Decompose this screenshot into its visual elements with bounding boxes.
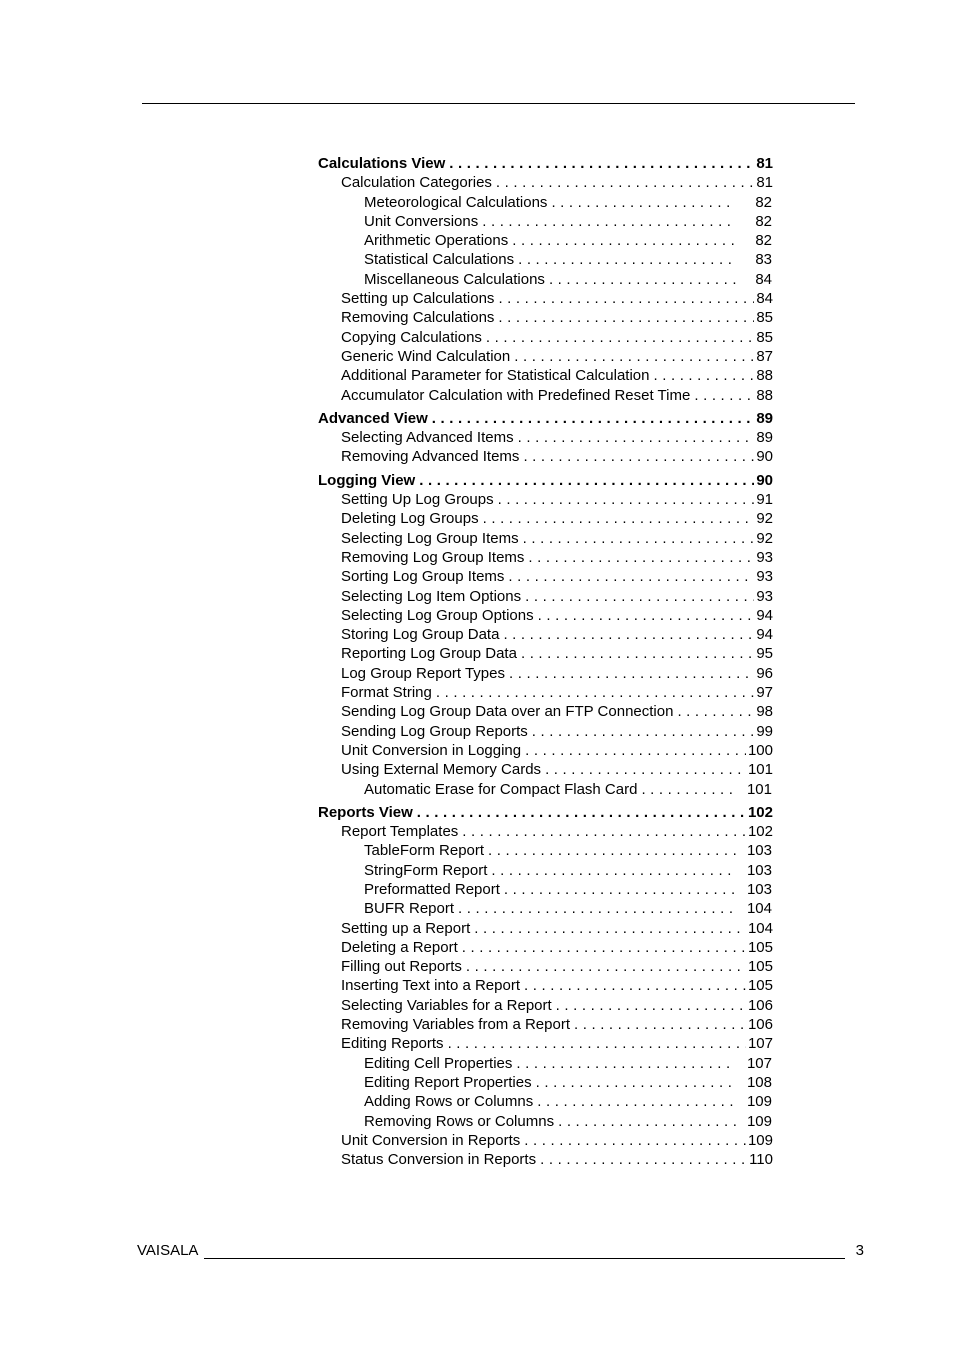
toc-entry-title: Automatic Erase for Compact Flash Card bbox=[364, 780, 638, 798]
toc-entry-title: Using External Memory Cards bbox=[341, 761, 542, 779]
toc-entry-title: Copying Calculations bbox=[341, 328, 482, 346]
toc-entry-page: 95 bbox=[756, 645, 773, 663]
toc-entry-title: Selecting Log Group Items bbox=[341, 529, 519, 547]
toc-entry-page: 98 bbox=[756, 703, 773, 721]
toc-entry-page: 88 bbox=[756, 386, 773, 404]
toc-entry-title: Logging View bbox=[318, 471, 416, 489]
toc-entry-title: Deleting Log Groups bbox=[341, 510, 479, 528]
dot-leader bbox=[503, 625, 754, 644]
toc-entry-title: Accumulator Calculation with Predefined Reset Time bbox=[341, 386, 691, 404]
toc-entry-page: 85 bbox=[756, 328, 773, 346]
dot-leader bbox=[496, 173, 754, 192]
dot-leader bbox=[556, 996, 746, 1015]
toc-entry-title: Unit Conversions bbox=[364, 212, 479, 230]
toc-entry-title: Unit Conversion in Logging bbox=[341, 741, 522, 759]
toc-entry-title: Arithmetic Operations bbox=[364, 232, 509, 250]
toc-entry-page: 93 bbox=[756, 548, 773, 566]
toc-subentry[interactable] bbox=[318, 366, 773, 385]
toc-entry-page: 94 bbox=[756, 606, 773, 624]
toc-section bbox=[318, 154, 773, 405]
toc-entry-title: Editing Report Properties bbox=[364, 1073, 532, 1091]
toc-section bbox=[318, 471, 773, 799]
toc-subentry[interactable] bbox=[318, 1015, 773, 1034]
toc-heading[interactable] bbox=[318, 409, 773, 428]
dot-leader bbox=[474, 919, 746, 938]
toc-heading[interactable] bbox=[318, 471, 773, 490]
toc-subentry[interactable] bbox=[318, 1034, 773, 1053]
toc-subsubentry[interactable] bbox=[318, 880, 773, 899]
toc-entry-title: Sending Log Group Reports bbox=[341, 722, 528, 740]
toc-entry-title: Selecting Log Item Options bbox=[341, 587, 522, 605]
toc-entry-page: 104 bbox=[747, 919, 773, 937]
toc-section bbox=[318, 409, 773, 467]
dot-leader bbox=[540, 1150, 747, 1169]
toc-subentry[interactable] bbox=[318, 957, 773, 976]
toc-subentry[interactable] bbox=[318, 938, 773, 957]
dot-leader bbox=[462, 938, 746, 957]
toc-entry-page: 83 bbox=[755, 251, 772, 269]
toc-subentry[interactable] bbox=[318, 702, 773, 721]
toc-entry-page: 82 bbox=[755, 232, 772, 250]
toc-entry-page: 106 bbox=[747, 1016, 773, 1034]
dot-leader bbox=[498, 490, 755, 509]
toc-entry-page: 81 bbox=[756, 174, 773, 192]
toc-subsubentry[interactable] bbox=[318, 250, 773, 269]
toc-entry-title: Sorting Log Group Items bbox=[341, 568, 505, 586]
dot-leader bbox=[498, 308, 754, 327]
toc-entry-title: Editing Reports bbox=[341, 1035, 444, 1053]
dot-leader bbox=[536, 1073, 736, 1092]
toc-entry-title: Selecting Advanced Items bbox=[341, 429, 514, 447]
dot-leader bbox=[516, 1054, 736, 1073]
toc-entry-title: Deleting a Report bbox=[341, 938, 458, 956]
toc-entry-page: 93 bbox=[756, 587, 773, 605]
toc-entry-page: 103 bbox=[746, 842, 772, 860]
dot-leader bbox=[436, 683, 754, 702]
toc-entry-title: Reports View bbox=[318, 803, 413, 821]
toc-entry-title: Statistical Calculations bbox=[364, 251, 515, 269]
toc-entry-page: 82 bbox=[755, 193, 772, 211]
page-number: 3 bbox=[855, 1242, 864, 1259]
toc-entry-title: Reporting Log Group Data bbox=[341, 645, 517, 663]
dot-leader bbox=[653, 366, 754, 385]
toc-entry-page: 101 bbox=[746, 780, 772, 798]
toc-entry-page: 102 bbox=[747, 803, 773, 821]
toc-entry-page: 94 bbox=[756, 626, 773, 644]
toc-subsubentry[interactable] bbox=[318, 861, 773, 880]
toc-subsubentry[interactable] bbox=[318, 899, 773, 918]
toc-entry-page: 106 bbox=[747, 996, 773, 1014]
toc-entry-page: 82 bbox=[755, 212, 772, 230]
dot-leader bbox=[521, 644, 754, 663]
toc-subsubentry[interactable] bbox=[318, 1054, 773, 1073]
toc-subsubentry[interactable] bbox=[318, 193, 773, 212]
dot-leader bbox=[524, 1131, 746, 1150]
toc-entry-page: 93 bbox=[756, 568, 773, 586]
toc-entry-page: 99 bbox=[756, 722, 773, 740]
dot-leader bbox=[523, 447, 754, 466]
toc-entry-title: Generic Wind Calculation bbox=[341, 347, 511, 365]
dot-leader bbox=[462, 822, 746, 841]
toc-entry-page: 103 bbox=[746, 861, 772, 879]
toc-entry-page: 109 bbox=[746, 1112, 772, 1130]
dot-leader bbox=[482, 212, 736, 231]
toc-subentry[interactable] bbox=[318, 741, 773, 760]
toc-entry-page: 104 bbox=[746, 900, 772, 918]
toc-entry-page: 105 bbox=[747, 958, 773, 976]
toc-entry-title: BUFR Report bbox=[364, 900, 455, 918]
toc-subsubentry[interactable] bbox=[318, 212, 773, 231]
toc-entry-page: 105 bbox=[747, 938, 773, 956]
toc-subsubentry[interactable] bbox=[318, 1092, 773, 1111]
toc-subentry[interactable] bbox=[318, 996, 773, 1015]
dot-leader bbox=[694, 386, 754, 405]
toc-entry-title: Miscellaneous Calculations bbox=[364, 270, 545, 288]
dot-leader bbox=[491, 861, 736, 880]
toc-entry-title: Removing Advanced Items bbox=[341, 448, 520, 466]
dot-leader bbox=[417, 803, 746, 822]
dot-leader bbox=[537, 1092, 736, 1111]
toc-subentry[interactable] bbox=[318, 587, 773, 606]
toc-entry-page: 84 bbox=[756, 290, 773, 308]
footer-rule bbox=[204, 1258, 845, 1259]
toc-subsubentry[interactable] bbox=[318, 231, 773, 250]
header-rule bbox=[142, 103, 855, 104]
toc-subentry[interactable] bbox=[318, 529, 773, 548]
dot-leader bbox=[538, 606, 755, 625]
toc-entry-page: 91 bbox=[756, 491, 773, 509]
toc-heading[interactable] bbox=[318, 803, 773, 822]
dot-leader bbox=[514, 347, 754, 366]
table-of-contents bbox=[318, 154, 773, 1173]
dot-leader bbox=[525, 741, 746, 760]
dot-leader bbox=[558, 1112, 736, 1131]
dot-leader bbox=[518, 250, 736, 269]
toc-entry-title: Additional Parameter for Statistical Calculation bbox=[341, 367, 650, 385]
dot-leader bbox=[641, 780, 736, 799]
dot-leader bbox=[525, 587, 754, 606]
toc-entry-title: Report Templates bbox=[341, 823, 459, 841]
toc-subsubentry[interactable] bbox=[318, 841, 773, 860]
toc-subentry[interactable] bbox=[318, 289, 773, 308]
toc-entry-page: 97 bbox=[756, 684, 773, 702]
dot-leader bbox=[524, 976, 746, 995]
toc-entry-page: 88 bbox=[756, 367, 773, 385]
dot-leader bbox=[545, 760, 746, 779]
toc-entry-page: 109 bbox=[747, 1131, 773, 1149]
dot-leader bbox=[528, 548, 754, 567]
toc-entry-title: Editing Cell Properties bbox=[364, 1054, 513, 1072]
toc-entry-page: 92 bbox=[756, 510, 773, 528]
toc-entry-title: Preformatted Report bbox=[364, 880, 500, 898]
dot-leader bbox=[523, 529, 755, 548]
toc-subsubentry[interactable] bbox=[318, 780, 773, 799]
dot-leader bbox=[488, 841, 736, 860]
toc-subentry[interactable] bbox=[318, 428, 773, 447]
toc-entry-title: TableForm Report bbox=[364, 842, 485, 860]
toc-entry-page: 101 bbox=[747, 761, 773, 779]
toc-subentry[interactable] bbox=[318, 308, 773, 327]
toc-entry-page: 108 bbox=[746, 1073, 772, 1091]
toc-entry-title: Storing Log Group Data bbox=[341, 626, 500, 644]
dot-leader bbox=[483, 509, 755, 528]
toc-entry-page: 96 bbox=[756, 664, 773, 682]
toc-subentry[interactable] bbox=[318, 664, 773, 683]
toc-entry-page: 84 bbox=[755, 270, 772, 288]
toc-entry-page: 102 bbox=[747, 823, 773, 841]
toc-subentry[interactable] bbox=[318, 1150, 773, 1169]
dot-leader bbox=[449, 154, 754, 173]
dot-leader bbox=[448, 1034, 746, 1053]
toc-heading[interactable] bbox=[318, 154, 773, 173]
toc-entry-page: 81 bbox=[756, 155, 773, 172]
toc-subentry[interactable] bbox=[318, 919, 773, 938]
toc-subentry[interactable] bbox=[318, 976, 773, 995]
dot-leader bbox=[466, 957, 746, 976]
toc-entry-title: Removing Variables from a Report bbox=[341, 1016, 570, 1034]
dot-leader bbox=[419, 471, 754, 490]
toc-entry-page: 90 bbox=[756, 471, 773, 489]
toc-entry-page: 89 bbox=[756, 409, 773, 427]
toc-subentry[interactable] bbox=[318, 567, 773, 586]
dot-leader bbox=[498, 289, 754, 308]
toc-subentry[interactable] bbox=[318, 328, 773, 347]
toc-entry-title: Log Group Report Types bbox=[341, 664, 505, 682]
toc-entry-page: 100 bbox=[747, 741, 773, 759]
toc-subentry[interactable] bbox=[318, 822, 773, 841]
toc-subentry[interactable] bbox=[318, 347, 773, 366]
toc-section bbox=[318, 803, 773, 1170]
toc-entry-page: 92 bbox=[756, 529, 773, 547]
toc-subentry[interactable] bbox=[318, 1131, 773, 1150]
toc-entry-page: 105 bbox=[747, 977, 773, 995]
toc-entry-title: Advanced View bbox=[318, 409, 428, 427]
toc-subentry[interactable] bbox=[318, 644, 773, 663]
toc-subentry[interactable] bbox=[318, 386, 773, 405]
toc-entry-title: Unit Conversion in Reports bbox=[341, 1131, 521, 1149]
toc-entry-title: Calculation Categories bbox=[341, 174, 492, 192]
toc-entry-page: 90 bbox=[756, 448, 773, 466]
toc-subentry[interactable] bbox=[318, 509, 773, 528]
dot-leader bbox=[486, 328, 754, 347]
dot-leader bbox=[504, 880, 736, 899]
toc-entry-page: 89 bbox=[756, 429, 773, 447]
toc-subentry[interactable] bbox=[318, 490, 773, 509]
toc-entry-page: 87 bbox=[756, 347, 773, 365]
toc-entry-title: Setting Up Log Groups bbox=[341, 491, 494, 509]
toc-entry-title: Filling out Reports bbox=[341, 958, 462, 976]
dot-leader bbox=[518, 428, 755, 447]
toc-entry-page: 103 bbox=[746, 880, 772, 898]
toc-entry-title: Removing Log Group Items bbox=[341, 548, 525, 566]
toc-entry-title: StringForm Report bbox=[364, 861, 488, 879]
dot-leader bbox=[458, 899, 736, 918]
toc-subentry[interactable] bbox=[318, 447, 773, 466]
toc-entry-page: 85 bbox=[756, 309, 773, 327]
dot-leader bbox=[549, 270, 736, 289]
dot-leader bbox=[509, 664, 754, 683]
dot-leader bbox=[574, 1015, 746, 1034]
toc-entry-title: Setting up Calculations bbox=[341, 290, 495, 308]
toc-entry-title: Meteorological Calculations bbox=[364, 193, 548, 211]
toc-entry-title: Inserting Text into a Report bbox=[341, 977, 520, 995]
toc-entry-page: 109 bbox=[746, 1093, 772, 1111]
toc-entry-title: Format String bbox=[341, 684, 432, 702]
footer-brand: VAISALA bbox=[137, 1242, 199, 1259]
dot-leader bbox=[512, 231, 736, 250]
toc-subentry[interactable] bbox=[318, 606, 773, 625]
dot-leader bbox=[677, 702, 754, 721]
toc-entry-title: Setting up a Report bbox=[341, 919, 471, 937]
toc-subsubentry[interactable] bbox=[318, 270, 773, 289]
toc-entry-title: Calculations View bbox=[318, 155, 446, 172]
toc-entry-page: 110 bbox=[749, 1151, 773, 1169]
dot-leader bbox=[508, 567, 754, 586]
toc-entry-title: Selecting Variables for a Report bbox=[341, 996, 552, 1014]
toc-entry-title: Sending Log Group Data over an FTP Connection bbox=[341, 703, 674, 721]
dot-leader bbox=[532, 722, 755, 741]
toc-entry-title: Removing Rows or Columns bbox=[364, 1112, 555, 1130]
toc-subentry[interactable] bbox=[318, 722, 773, 741]
toc-entry-title: Adding Rows or Columns bbox=[364, 1093, 534, 1111]
toc-subsubentry[interactable] bbox=[318, 1112, 773, 1131]
toc-entry-title: Removing Calculations bbox=[341, 309, 495, 327]
toc-subentry[interactable] bbox=[318, 760, 773, 779]
toc-subentry[interactable] bbox=[318, 683, 773, 702]
dot-leader bbox=[432, 409, 755, 428]
toc-subentry[interactable] bbox=[318, 548, 773, 567]
toc-entry-page: 107 bbox=[747, 1035, 773, 1053]
toc-subentry[interactable] bbox=[318, 625, 773, 644]
dot-leader bbox=[551, 193, 736, 212]
page-footer bbox=[137, 1242, 864, 1262]
toc-subsubentry[interactable] bbox=[318, 1073, 773, 1092]
toc-entry-title: Selecting Log Group Options bbox=[341, 606, 534, 624]
toc-entry-page: 107 bbox=[746, 1054, 772, 1072]
toc-subentry[interactable] bbox=[318, 173, 773, 192]
toc-entry-title: Status Conversion in Reports bbox=[341, 1151, 537, 1169]
